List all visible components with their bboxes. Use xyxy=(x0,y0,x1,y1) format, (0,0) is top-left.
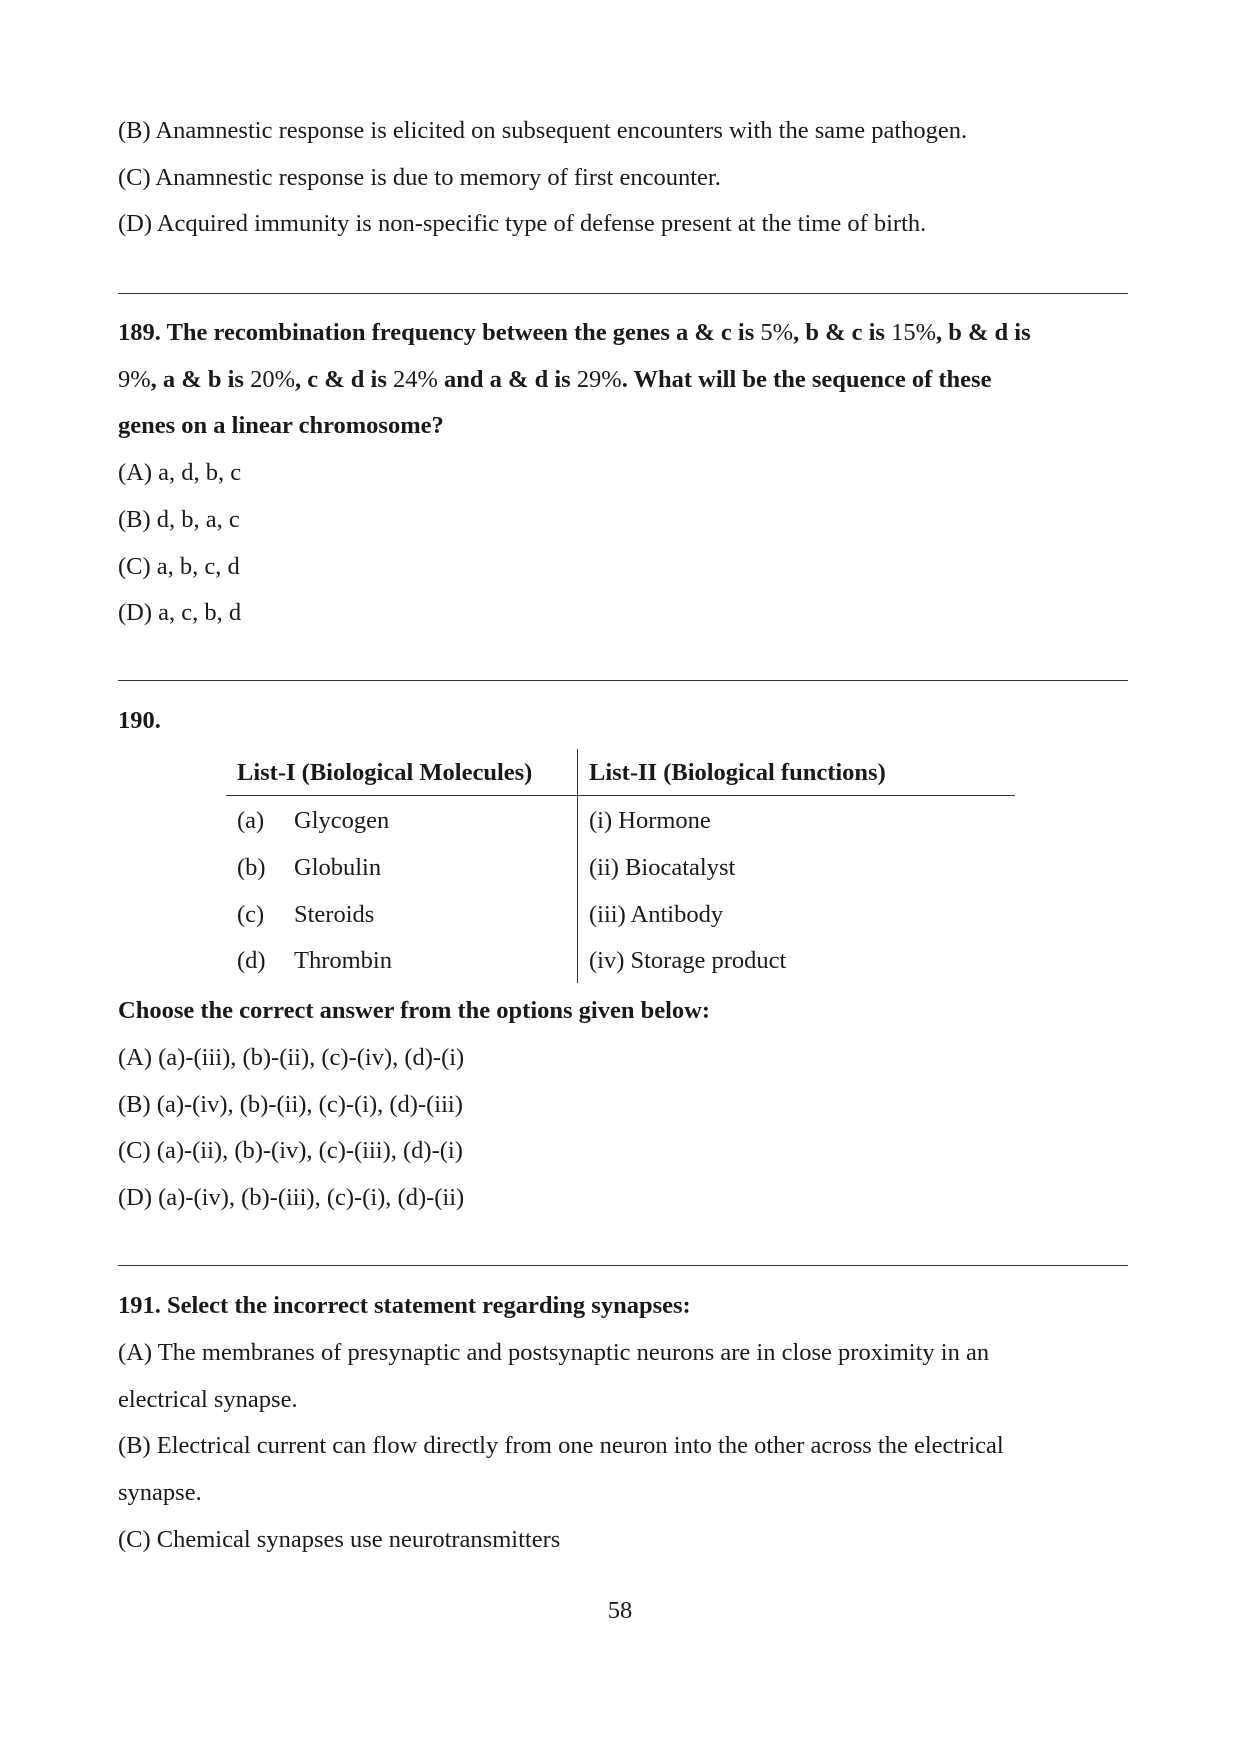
q188-option-c: (C) Anamnestic response is due to memory of first encounter. xyxy=(118,164,721,191)
freq-ab: 20% xyxy=(250,366,295,393)
q189-text: , b & d is xyxy=(936,319,1031,346)
molecule-cell: Globulin xyxy=(294,854,382,881)
q191-option-a-line-1: (A) The membranes of presynaptic and postsynaptic neurons are in close proximity in an xyxy=(118,1339,990,1366)
q191-option-b-line-1: (B) Electrical current can flow directly from one neuron into the other across the electrical xyxy=(118,1432,1004,1459)
q189-text: and a & d is xyxy=(437,366,577,393)
row-label: (c) xyxy=(237,901,265,928)
q189-text: , a & b is xyxy=(150,366,251,393)
function-cell: (iv) Storage product xyxy=(589,947,787,974)
q189-option-a: (A) a, d, b, c xyxy=(118,459,242,486)
q190-option-d: (D) (a)-(iv), (b)-(iii), (c)-(i), (d)-(ii) xyxy=(118,1184,465,1211)
table-header-rule xyxy=(226,795,1015,796)
row-label: (d) xyxy=(237,947,266,974)
page-number: 58 xyxy=(607,1597,633,1624)
q190-prompt: Choose the correct answer from the options given below: xyxy=(118,997,711,1024)
q191-option-c: (C) Chemical synapses use neurotransmitters xyxy=(118,1526,561,1553)
table-column-divider xyxy=(577,749,578,983)
row-label: (a) xyxy=(237,807,265,834)
q189-number: 189. xyxy=(118,319,161,346)
q191-option-b-line-2: synapse. xyxy=(118,1479,202,1506)
function-cell: (i) Hormone xyxy=(589,807,711,834)
q188-option-b: (B) Anamnestic response is elicited on subsequent encounters with the same pathogen. xyxy=(118,117,968,144)
function-cell: (iii) Antibody xyxy=(589,901,724,928)
q190-option-b: (B) (a)-(iv), (b)-(ii), (c)-(i), (d)-(iii) xyxy=(118,1091,463,1118)
molecule-cell: Steroids xyxy=(294,901,375,928)
q189-text: , b & c is xyxy=(793,319,892,346)
q189-question-line-3: genes on a linear chromosome? xyxy=(118,412,444,439)
table-header-list-2: List-II (Biological functions) xyxy=(589,759,886,786)
q189-question-line-2 xyxy=(118,365,991,395)
q190-option-a: (A) (a)-(iii), (b)-(ii), (c)-(iv), (d)-(i) xyxy=(118,1044,465,1071)
q189-text: The recombination frequency between the genes a & c is xyxy=(166,319,761,346)
q189-option-d: (D) a, c, b, d xyxy=(118,599,242,626)
freq-ac: 5% xyxy=(760,319,794,346)
molecule-cell: Thrombin xyxy=(294,947,392,974)
q189-option-c: (C) a, b, c, d xyxy=(118,553,240,580)
freq-cd: 24% xyxy=(392,366,438,393)
q191-question: 191. Select the incorrect statement regarding synapses: xyxy=(118,1292,691,1319)
row-label: (b) xyxy=(237,854,266,881)
q189-text: , c & d is xyxy=(294,366,393,393)
q191-option-a-line-2: electrical synapse. xyxy=(118,1386,298,1413)
freq-ad: 29% xyxy=(576,366,622,393)
q188-option-d: (D) Acquired immunity is non-specific type of defense present at the time of birth. xyxy=(118,210,927,237)
q190-option-c: (C) (a)-(ii), (b)-(iv), (c)-(iii), (d)-(i) xyxy=(118,1137,463,1164)
freq-bc: 15% xyxy=(891,319,936,346)
molecule-cell: Glycogen xyxy=(294,807,390,834)
q189-question-line-1 xyxy=(118,318,1031,348)
separator-rule xyxy=(118,293,1128,294)
freq-bd: 9% xyxy=(118,366,151,393)
q189-text: . What will be the sequence of these xyxy=(621,366,992,393)
q190-number: 190. xyxy=(118,707,161,734)
table-header-list-1: List-I (Biological Molecules) xyxy=(237,759,533,786)
separator-rule xyxy=(118,1265,1128,1266)
function-cell: (ii) Biocatalyst xyxy=(589,854,736,881)
separator-rule xyxy=(118,680,1128,681)
q189-option-b: (B) d, b, a, c xyxy=(118,506,240,533)
